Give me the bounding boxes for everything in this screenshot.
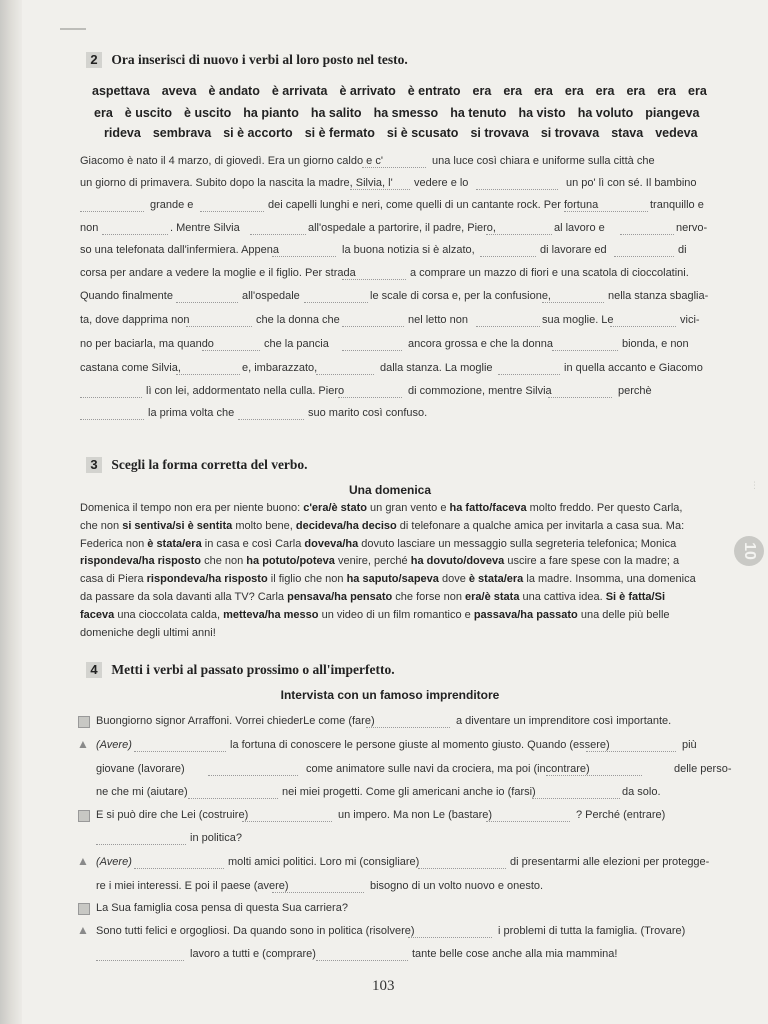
verb-choice[interactable]: decideva/ha deciso [295,519,397,532]
ex2-text-fragment: la buona notizia si è alzato, [342,244,475,256]
answer-blank[interactable] [316,362,374,375]
ex2-text-fragment: suo marito così confuso. [308,407,428,419]
answer-blank[interactable] [610,314,676,327]
answer-blank[interactable] [208,763,298,776]
ex2-text-fragment: all'ospedale [242,290,300,302]
ex2-text-fragment: di [678,244,687,256]
book-spine-shadow [0,0,22,1024]
paragraph-text: che non [201,555,247,568]
exercise-4-subtitle: Intervista con un famoso imprenditore [280,688,500,702]
verb-bank-item: era [564,84,584,98]
verb-choice[interactable]: si sentiva/si è sentita [122,519,233,532]
answer-blank[interactable] [542,290,604,303]
verb-bank-item: era [503,84,523,98]
verb-choice[interactable]: c'era/è stato [303,502,367,514]
ex2-text-fragment: le scale di corsa e, per la confusione, [370,290,551,302]
answer-blank[interactable] [272,880,364,893]
answer-blank[interactable] [366,715,450,728]
verb-bank-item: era [688,84,707,98]
verb-bank-item: era [472,84,492,98]
ex4-text-fragment: re i miei interessi. E poi il paese (avere) [96,880,289,892]
exercise-3-paragraph [80,500,700,642]
answer-blank[interactable] [486,809,570,822]
verb-bank-item: rideva [104,126,141,140]
verb-bank-item: è andato [208,84,260,98]
verb-choice[interactable]: ha fatto/faceva [449,502,527,514]
ex2-text-fragment: nel letto non [408,314,468,326]
interviewer-square-icon [78,810,90,822]
paragraph-text: dovuto lasciare un messaggio sulla segreteria telefonica; Monica [358,537,677,550]
ex2-text-fragment: perchè [618,385,652,397]
verb-choice[interactable]: passava/ha passato [473,608,578,621]
exercise-4-heading [86,662,395,678]
verb-bank-item: si è accorto [223,126,293,140]
ex2-text-fragment: e, imbarazzato, [242,362,318,374]
ex4-text-fragment: tante belle cose anche alla mia mammina! [412,948,618,960]
verb-bank-item: piangeva [645,106,700,120]
interviewee-triangle-icon: ▲ [77,854,89,868]
answer-blank[interactable] [176,362,240,375]
verb-bank-item: è arrivato [339,84,396,98]
ex4-text-fragment: nei miei progetti. Come gli americani anche io (farsi) [282,786,536,798]
verb-bank-item: sembrava [152,126,212,140]
paragraph-text: dove [438,573,469,586]
verb-bank-item: stava [611,126,644,140]
ex4-text-fragment: La Sua famiglia cosa pensa di questa Sua carriera? [96,902,348,914]
ex2-text-fragment: nervo- [676,222,708,234]
ex4-text-fragment: la fortuna di conoscere le persone giuste al momento giusto. Quando (essere) [230,739,610,751]
exercise-4-number: 4 [86,662,102,678]
ex2-text-fragment: Quando finalmente [80,290,173,302]
ex4-text-fragment: molti amici politici. Loro mi (consigliare) [228,856,420,868]
exercise-3-title: Scegli la forma corretta del verbo. [111,457,308,472]
paragraph-text: la madre. Insomma, una domenica da passare da sola davanti alla TV? Carla [80,573,696,603]
answer-blank[interactable] [480,244,536,257]
verb-choice[interactable]: ha saputo/sapeva [346,573,439,586]
ex4-text-fragment: lavoro a tutti e (comprare) [190,948,316,960]
paragraph-text: Domenica il tempo non era per niente buono: [80,502,304,514]
verb-choice[interactable]: pensava/ha pensato [287,590,393,603]
answer-blank[interactable] [564,199,648,212]
verb-bank-item: è entrato [407,84,461,98]
ex4-text-fragment: ne che mi (aiutare) [96,786,188,798]
ex2-text-fragment: non [80,222,99,234]
ex2-text-fragment: dei capelli lunghi e neri, come quelli di un cantante rock. Per fortuna [268,199,599,211]
answer-blank[interactable] [202,338,260,351]
verb-bank-row-2 [94,106,711,120]
answer-blank[interactable] [532,786,620,799]
paragraph-text: di telefonare a qualche amica per invitarla a casa sua. Ma: Federica non [80,519,685,550]
ex4-text-fragment: più [682,739,697,751]
ex4-text-fragment: come animatore sulle navi da crociera, ma poi (incontrare) [306,763,590,775]
answer-blank[interactable] [200,199,264,212]
answer-blank[interactable] [316,948,408,961]
verb-bank-item: ha salito [310,106,362,120]
ex4-text-fragment: di presentarmi alle elezioni per protegge- [510,856,710,868]
answer-blank[interactable] [418,856,506,869]
verb-bank-item: ha smesso [373,106,439,120]
ex4-text-fragment: ? Perché (entrare) [576,809,666,821]
answer-blank[interactable] [486,222,552,235]
answer-blank[interactable] [102,222,168,235]
verb-bank-row-3 [104,126,710,140]
answer-blank[interactable] [614,244,674,257]
answer-blank[interactable] [272,244,336,257]
verb-choice[interactable]: Si è fatta/Si faceva [80,590,665,621]
answer-blank[interactable] [186,314,252,327]
paragraph-text: venire, perché [334,555,411,568]
ex2-text-fragment: bionda, e non [622,338,689,350]
answer-blank[interactable] [350,177,410,190]
ex4-text-fragment: bisogno di un volto nuovo e onesto. [370,880,544,892]
ex2-text-fragment: sua moglie. Le [542,314,614,326]
ex2-text-fragment: che la donna che [256,314,340,326]
paragraph-text: in casa e così Carla [201,537,305,550]
ex4-text-fragment: Sono tutti felici e orgogliosi. Da quando sono in politica (risolvere) [96,925,415,937]
verb-bank-item: era [94,106,113,120]
ex2-text-fragment: che la pancia [264,338,329,350]
ex4-text-fragment: (Avere) [96,856,132,868]
paragraph-text: un gran vento e [366,502,450,514]
ex4-text-fragment: a diventare un imprenditore così importante. [456,715,672,727]
answer-blank[interactable] [134,856,224,869]
ex4-text-fragment: E si può dire che Lei (costruire) [96,809,249,821]
ex4-text-fragment: in politica? [190,832,242,844]
unit-tab-badge: 10 [734,536,764,566]
answer-blank[interactable] [620,222,674,235]
exercise-3-subtitle: Una domenica [348,483,432,497]
ex2-text-fragment: un po' lì con sé. Il bambino [566,177,697,189]
paragraph-text: molto bene, [232,519,296,532]
exercise-2-heading [86,52,408,68]
paragraph-text: una cioccolata calda, [114,608,224,621]
ex2-text-fragment: so una telefonata dall'infermiera. Appena [80,244,280,256]
ex2-text-fragment: no per baciarla, ma quando [80,338,214,350]
verb-choice[interactable]: ha dovuto/doveva [410,555,505,568]
verb-bank-item: era [595,84,615,98]
exercise-3-heading [86,457,308,473]
answer-blank[interactable] [338,385,402,398]
verb-choice[interactable]: doveva/ha [304,537,359,550]
paragraph-text: molto freddo. Per questo Carla, che non [80,502,683,532]
answer-blank[interactable] [80,407,144,420]
verb-bank-item: si è scusato [386,126,459,140]
answer-blank[interactable] [242,809,332,822]
answer-blank[interactable] [476,177,558,190]
answer-blank[interactable] [96,948,184,961]
verb-bank-item: si è fermato [304,126,375,140]
ex2-text-fragment: di lavorare ed [540,244,607,256]
answer-blank[interactable] [342,314,404,327]
ex4-text-fragment: un impero. Ma non Le (bastare) [338,809,493,821]
verb-bank-item: è uscito [184,106,232,120]
ex2-text-fragment: nella stanza sbaglia- [608,290,709,302]
interviewee-triangle-icon: ▲ [77,737,89,751]
interviewee-triangle-icon: ▲ [77,923,89,937]
exercise-2-title: Ora inserisci di nuovo i verbi al loro posto nel testo. [111,52,408,67]
verb-bank-item: ha visto [518,106,566,120]
verb-bank-row-1 [92,84,719,98]
ex2-text-fragment: . Mentre Silvia [170,222,240,234]
verb-bank-item: ha voluto [577,106,634,120]
answer-blank[interactable] [250,222,306,235]
answer-blank[interactable] [548,385,612,398]
paragraph-text: uscire a fare spese con la madre; a casa di Piera [80,555,680,586]
answer-blank[interactable] [80,385,142,398]
verb-choice[interactable]: metteva/ha messo [223,608,319,621]
verb-bank-item: aspettava [92,84,150,98]
answer-blank[interactable] [342,338,402,351]
verb-choice[interactable]: ha potuto/poteva [246,555,335,568]
verb-choice[interactable]: è stata/era [147,537,202,550]
verb-bank-item: aveva [161,84,197,98]
ex2-text-fragment: una luce così chiara e uniforme sulla città che [432,155,655,167]
answer-blank[interactable] [342,267,406,280]
margin-decoration: ⋮ [750,480,759,490]
interviewer-square-icon [78,716,90,728]
corner-mark [60,28,86,30]
verb-bank-item: era [657,84,677,98]
verb-bank-item: si trovava [470,126,529,140]
ex2-text-fragment: tranquillo e [650,199,704,211]
verb-bank-item: era [626,84,646,98]
verb-bank-item: ha pianto [243,106,299,120]
ex2-text-fragment: castana come Silvia, [80,362,181,374]
ex4-text-fragment: Buongiorno signor Arraffoni. Vorrei chiederLe come (fare) [96,715,375,727]
verb-bank-item: è arrivata [271,84,328,98]
verb-choice[interactable]: rispondeva/ha risposto [146,573,268,586]
answer-blank[interactable] [176,290,238,303]
ex2-text-fragment: di commozione, mentre Silvia [408,385,552,397]
ex2-text-fragment: vedere e lo [414,177,469,189]
ex2-text-fragment: dalla stanza. La moglie [380,362,493,374]
answer-blank[interactable] [498,362,560,375]
paragraph-text: una delle più belle domeniche degli ultimi anni! [80,608,670,639]
ex2-text-fragment: in quella accanto e Giacomo [564,362,703,374]
verb-bank-item: ha tenuto [450,106,507,120]
paragraph-text: una cattiva idea. [519,590,606,603]
ex2-text-fragment: all'ospedale a partorire, il padre, Piero, [308,222,496,234]
ex4-text-fragment: giovane (lavorare) [96,763,185,775]
verb-bank-item: è uscito [124,106,173,120]
answer-blank[interactable] [476,314,540,327]
exercise-3-number: 3 [86,457,102,473]
ex4-text-fragment: delle perso- [674,763,732,775]
answer-blank[interactable] [546,763,642,776]
ex2-text-fragment: corsa per andare a vedere la moglie e il figlio. Per strada [80,267,356,279]
interviewer-square-icon [78,903,90,915]
answer-blank[interactable] [80,199,144,212]
answer-blank[interactable] [304,290,368,303]
ex2-text-fragment: ta, dove dapprima non [80,314,190,326]
answer-blank[interactable] [188,786,278,799]
ex2-text-fragment: lì con lei, addormentato nella culla. Piero [146,385,345,397]
page-number: 103 [372,978,395,994]
verb-choice[interactable]: è stata/era [468,573,524,586]
answer-blank[interactable] [96,832,186,845]
exercise-2-number: 2 [86,52,102,68]
ex4-text-fragment: (Avere) [96,739,132,751]
answer-blank[interactable] [134,739,226,752]
ex4-text-fragment: i problemi di tutta la famiglia. (Trovare) [498,925,686,937]
verb-bank-item: era [534,84,553,98]
ex2-text-fragment: ancora grossa e che la donna [408,338,553,350]
verb-bank-item: vedeva [655,126,698,140]
ex2-text-fragment: grande e [150,199,194,211]
answer-blank[interactable] [586,739,676,752]
ex2-text-fragment: al lavoro e [554,222,605,234]
verb-choice[interactable]: rispondeva/ha risposto [80,555,202,568]
answer-blank[interactable] [552,338,618,351]
ex2-text-fragment: un giorno di primavera. Subito dopo la nascita la madre, Silvia, l' [80,177,393,189]
ex2-text-fragment: a comprare un mazzo di fiori e una scatola di cioccolatini. [410,267,689,279]
ex4-text-fragment: da solo. [622,786,661,798]
ex2-text-fragment: vici- [680,314,700,326]
answer-blank[interactable] [362,155,426,168]
answer-blank[interactable] [408,925,492,938]
answer-blank[interactable] [238,407,304,420]
paragraph-text: un video di un film romantico e [318,608,474,621]
verb-choice[interactable]: era/è stata [465,590,520,603]
ex2-text-fragment: la prima volta che [148,407,235,419]
exercise-4-title: Metti i verbi al passato prossimo o all'imperfetto. [111,662,395,677]
verb-bank-item: si trovava [540,126,600,140]
paragraph-text: che forse non [392,590,466,603]
paragraph-text: il figlio che non [267,573,347,586]
ex2-text-fragment: Giacomo è nato il 4 marzo, di giovedì. Era un giorno caldo e c' [80,155,383,167]
